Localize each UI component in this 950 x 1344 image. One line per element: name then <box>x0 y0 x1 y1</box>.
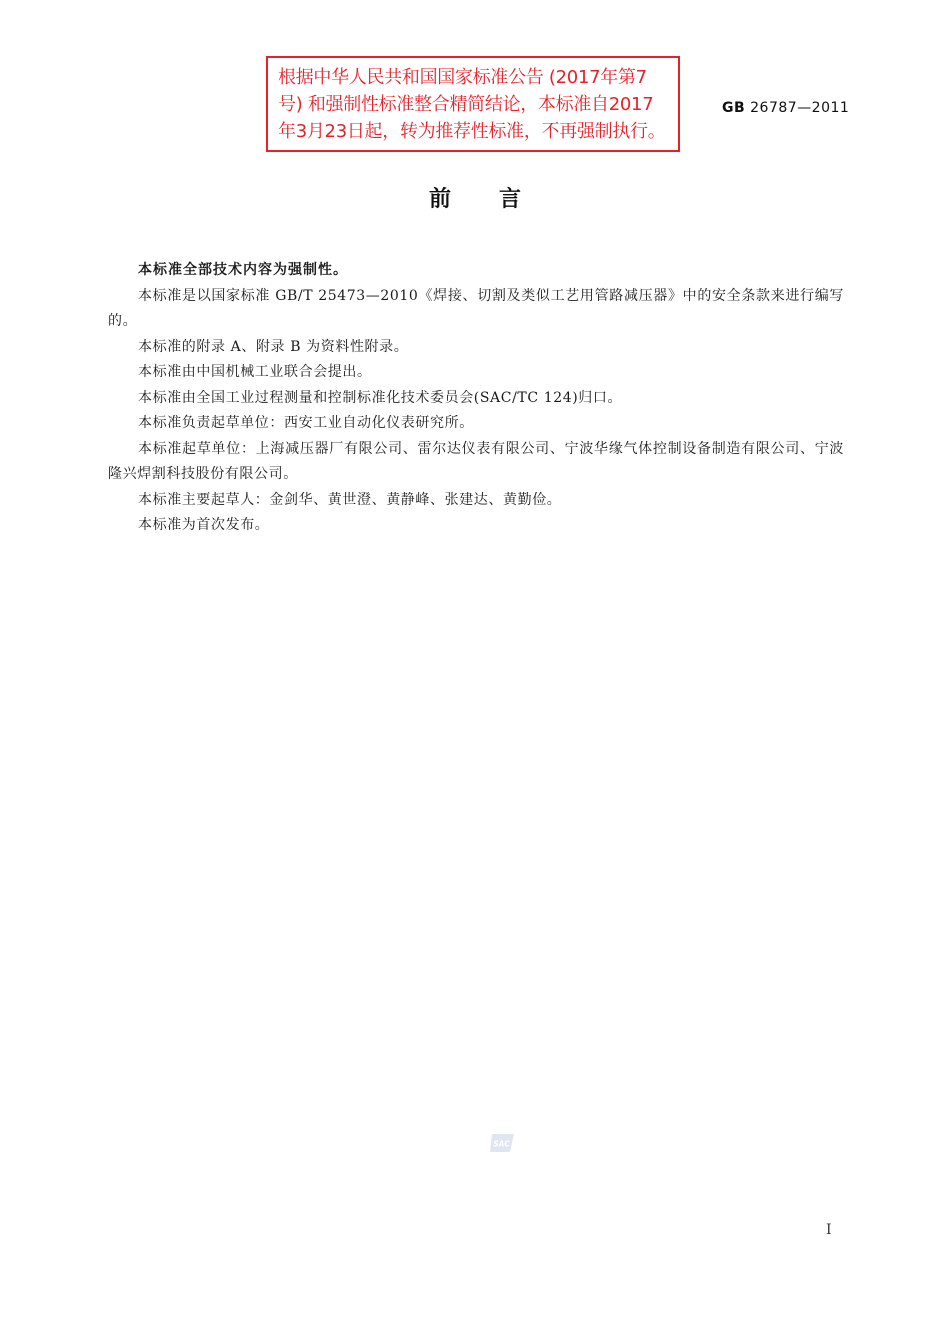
foreword-paragraph: 本标准全部技术内容为强制性。 <box>138 262 348 278</box>
foreword-paragraph: 本标准为首次发布。 <box>138 517 270 533</box>
sac-logo-text: SAC <box>493 1139 510 1149</box>
page-number: I <box>826 1222 832 1238</box>
foreword-paragraph: 本标准起草单位：上海减压器厂有限公司、雷尔达仪表有限公司、宁波华缘气体控制设备制造有限公司、宁波隆兴焊割科技股份有限公司。 <box>108 440 844 482</box>
standard-code-number: 26787—2011 <box>750 100 850 116</box>
sac-logo-icon <box>488 1132 516 1154</box>
notice-line-1: 根据中华人民共和国国家标准公告 (2017年第7 <box>278 67 647 88</box>
foreword-paragraph: 本标准由中国机械工业联合会提出。 <box>138 364 372 380</box>
notice-line-2: 号) 和强制性标准整合精简结论，本标准自2017 <box>278 94 654 115</box>
page-title: 前言 <box>428 187 569 212</box>
foreword-content <box>108 258 844 539</box>
conversion-notice-box <box>266 56 680 152</box>
foreword-paragraph: 本标准由全国工业过程测量和控制标准化技术委员会(SAC/TC 124)归口。 <box>138 389 623 406</box>
standard-code-prefix: GB <box>722 100 746 116</box>
standard-code <box>722 100 849 116</box>
notice-line-3: 年3月23日起，转为推荐性标准，不再强制执行。 <box>278 121 666 142</box>
foreword-paragraph: 本标准的附录 A、附录 B 为资料性附录。 <box>138 338 409 355</box>
foreword-paragraph: 本标准是以国家标准 GB/T 25473—2010《焊接、切割及类似工艺用管路减压器》中的安全条款来进行编写的。 <box>108 287 844 329</box>
foreword-paragraph: 本标准负责起草单位：西安工业自动化仪表研究所。 <box>138 415 474 431</box>
foreword-paragraph: 本标准主要起草人：金剑华、黄世澄、黄静峰、张建达、黄勤俭。 <box>138 491 562 508</box>
